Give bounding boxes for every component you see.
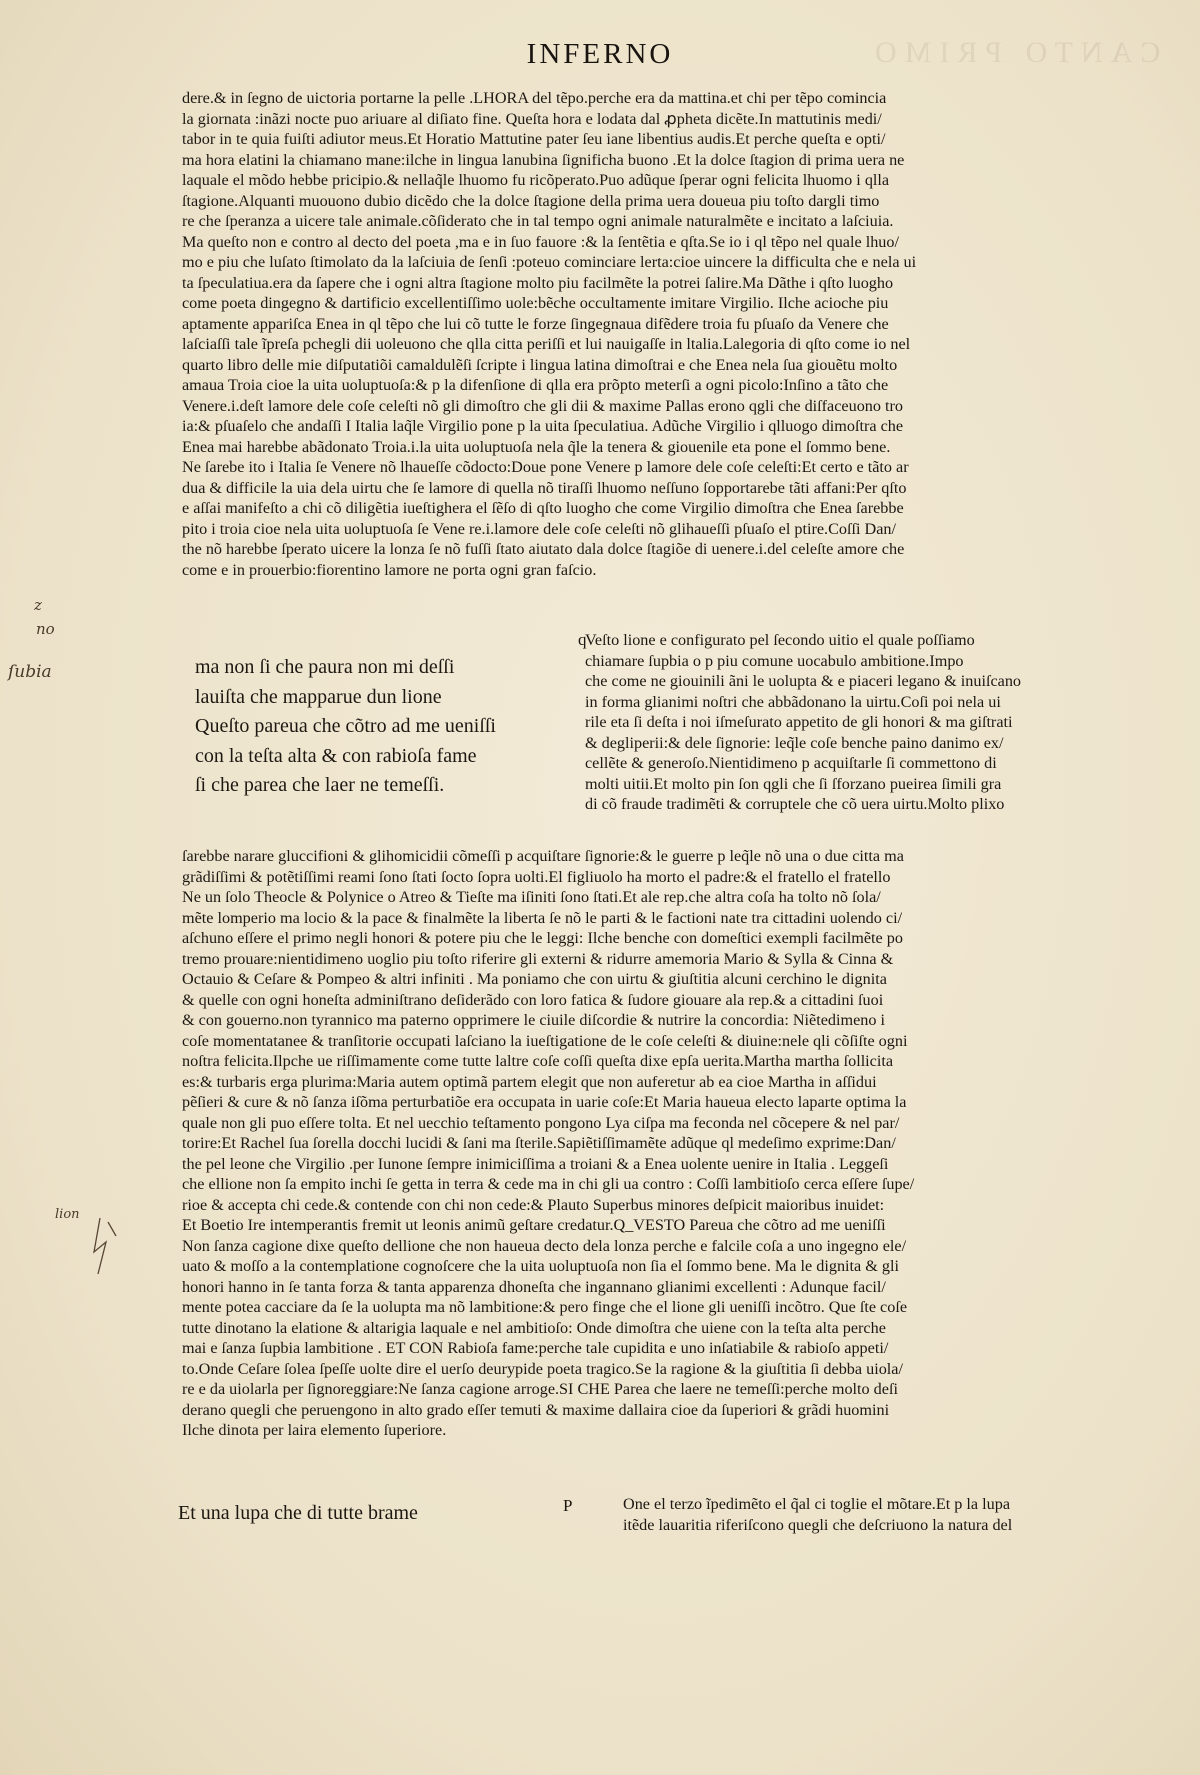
text-line: derano quegli che peruengono in alto grado eſſer temuti & maxime dallaira cioe da ſuperiori & grãdi huomini	[182, 1400, 890, 1419]
text-line: tutte dinotano la elatione & altarigia laquale e nel ambitioſo: Onde dimoſtra che uiene con la teſta alta perche	[182, 1318, 886, 1337]
text-line: quale non gli puo eſſere tolta. Et nel uecchio teſtamento pongono Lya ciſpa ma feconda nel cõcepere & nel par/	[182, 1113, 900, 1132]
margin-note: lion	[55, 1207, 80, 1222]
commentary-capital-q: q	[578, 630, 587, 649]
text-line: Ilche dinota per laira elemento ſuperiore.	[182, 1421, 447, 1439]
text-line: ma hora elatini la chiamano mane:ilche in lingua lanubina ſignificha buono .Et la dolce ſtagion di prima uera ne	[182, 150, 905, 169]
text-line: uato & moſſo a la contemplatione cognoſcere che la uita uoluptuoſa non ſia el ſommo bene. Ma le dignita & gli	[182, 1257, 900, 1275]
text-line: di cõ fraude tradimẽti & corruptele che cõ uera uirtu.Molto plixo	[585, 795, 1005, 813]
text-line: cellẽte & generoſo.Nientidimeno p acquiſtarle ſi commettono di	[585, 754, 997, 772]
text-line: ſarebbe narare gluccifioni & glihomicidii cõmeſſi p acquiſtare ſignorie:& le guerre p leq̃le nõ una o due citta ma	[182, 847, 904, 865]
verse-line: ſi che parea che laer ne temeſſi.	[195, 774, 445, 796]
text-line: che ellione non ſa empito inchi ſe getta in terra & cede ma in chi gli ua contro : Coſſi lambitioſo cerca eſſere ſupe/	[182, 1175, 915, 1193]
text-line: coſe momentatanee & tranſitorie occupati laſciano la iueſtigatione de le coſe celeſti & diuine:nele qli cõſiſte ogni	[182, 1031, 908, 1050]
text-line: torire:Et Rachel ſua ſorella docchi lucidi & ſani ma ſterile.Sapiẽtiſſimamẽte adũque ql medeſimo exprime:Dan/	[182, 1134, 896, 1152]
text-line: chiamare ſupbia o p piu comune uocabulo ambitione.Impo	[585, 651, 964, 670]
margin-note: z	[34, 596, 42, 614]
text-line: & con gouerno.non tyrannico ma paterno opprimere le ciuile diſcordie & nutrire la concordia: Niẽtedimeno i	[182, 1011, 886, 1029]
commentary-top	[182, 88, 1170, 580]
text-line: es:& turbaris erga plurima:Maria autem optimã partem elegit que non auferetur ab ea cioe Martha in aſſidui	[182, 1072, 877, 1091]
text-line: molti uitii.Et molto pin ſon qgli che ſi ſforzano pueirea ſimili gra	[585, 774, 1002, 793]
verse-line: ma non ſi che paura non mi deſſi	[195, 656, 455, 678]
final-verse: Et una lupa che di tutte brame	[178, 1502, 418, 1524]
text-line: e aſſai manifeſto a chi cõ diligẽtia iueſtighera el ſẽſo di qſto luogho che come Virgilio dimoſtra che Enea ſarebbe	[182, 499, 904, 517]
text-line: in forma glianimi noſtri che abbãdonano la uirtu.Coſi poi nela ui	[585, 692, 1001, 711]
text-line: aptamente appariſca Enea in ql tẽpo che lui cõ tutte le forze ſingegnaua difẽdere troia fu pſuaſo da Venere che	[182, 314, 889, 333]
margin-note: ſubia	[8, 662, 52, 682]
text-line: tremo prouare:nientidimeno uoglio piu toſto riferire gli externi & ridurre amemoria Mario & Sylla & Cinna &	[182, 949, 894, 968]
text-line: rile eta ſi deſta i noi iſmeſurato appetito de gli honori & ma giſtrati	[585, 713, 1013, 731]
verse-line: con la teſta alta & con rabioſa fame	[195, 744, 477, 767]
text-line: mai e ſanza ſupbia lambitione . ET CON Rabioſa fame:perche tale cupidita e uno inſatiabile & rabioſo appeti/	[182, 1339, 889, 1357]
text-line: Veſto lione e configurato pel ſecondo uitio el quale poſſiamo	[585, 631, 975, 649]
text-line: & quelle con ogni honeſta adminiſtrano deſiderãdo con loro fatica & ſudore giouare ala rep.& a cittadini ſuoi	[182, 990, 884, 1009]
text-line: honori hanno in ſe tanta forza & tanta apparenza dhoneſta che ingannano glianimi excellenti : Adunque facil/	[182, 1277, 886, 1296]
text-line: re e da uiolarla per ſignoreggiare:Ne ſanza cagione arroge.SI CHE Parea che laere ne temeſſi:perche molto deſi	[182, 1380, 898, 1398]
text-line: mẽte lomperio ma locio & la pace & finalmẽte la liberta ſe nõ le parti & le factioni nate tra cittadini uolendo ci/	[182, 908, 903, 927]
text-line: mente potea cacciare da ſe la uolupta ma nõ lambitione:& pero finge che el lione gli ueniſſi incõtro. Que ſte coſe	[182, 1298, 908, 1316]
text-line: to.Onde Ceſare ſolea ſpeſſe uolte dire el uerſo deurypide poeta tragico.Se la ragione & la giuſtitia ſi debba uiola/	[182, 1359, 903, 1378]
text-line: ſtagione.Alquanti muouono dubio dicẽdo che la dolce ſtagione della prima uera doueua piu toſto dargli timo	[182, 191, 880, 210]
text-line: amaua Troia cioe la uita uoluptuoſa:& p la difenſione di qlla era prõpto meterſi a ogni picolo:Inſino a tãto che	[182, 376, 889, 394]
text-line: Non ſanza cagione dixe queſto dellione che non haueua decto dela lonza perche e falcile coſa a uno ingegno ele/	[182, 1236, 907, 1255]
show-through-text: CANTO PRIMO	[866, 36, 1160, 69]
text-line: the pel leone che Virgilio .per Iunone ſempre inimiciſſima a troiani & a Enea uolente uenire in Italia . Leggeſi	[182, 1154, 889, 1173]
text-line: grãdiſſimi & potẽtiſſimi reami ſono ſtati ſocto ſopra uolti.El figliuolo ha morto el padre:& el fratello el fratello	[182, 867, 891, 886]
text-line: ia:& pſuaſelo che andaſſi I Italia laq̃le Virgilio pone p la uita ſpeculatiua. Adũche Virgilio i qlluogo dimoſtra che	[182, 417, 904, 435]
text-line: Ne un ſolo Theocle & Polynice o Atreo & Tieſte ma iſiniti ſono ſtati.Et ale rep.che altra coſa ha tolto nõ ſola/	[182, 888, 881, 906]
text-line: Ma queſto non e contro al decto del poeta ,ma e in ſuo fauore :& la ſentẽtia e qſta.Se io i ql tẽpo nel quale lhuo/	[182, 232, 899, 251]
text-line: aſchuno eſſere el primo negli honori & potere piu che le leggi: Ilche benche con domeſtici exempli facilmẽte po	[182, 929, 903, 947]
text-line: itẽde lauaritia riferiſcono quegli che deſcriuono la natura del	[623, 1515, 1013, 1534]
text-line: come e in prouerbio:fiorentino lamore ne porta ogni gran faſcio.	[182, 560, 597, 579]
text-line: laquale el mõdo hebbe pricipio.& nellaq̃le lhuomo fu ricõperato.Puo adũque ſperar ogni felicita lhuomo i qlla	[182, 171, 890, 189]
text-line: come poeta dingegno & dartificio excellentiſſimo uole:bẽche occultamente imitare Virgilio. Ilche acioche piu	[182, 294, 889, 312]
text-line: rioe & accepta chi cede.& contende con chi non cede:& Plauto Superbus minores deſpicit maioribus inuidet:	[182, 1195, 885, 1214]
text-line: One el terzo ĩpedimẽto el q̃al ci toglie el mõtare.Et p la lupa	[623, 1495, 1011, 1513]
commentary-bottom	[182, 846, 1170, 1441]
verse-line: lauiſta che mapparue dun lione	[195, 685, 442, 708]
text-line: the nõ harebbe ſperato uicere la lonza ſe nõ fuſſi ſtato aiutato dala dolce ſtagiõe di uenere.i.del celeſte amore che	[182, 540, 905, 558]
commentary-side	[585, 630, 1170, 815]
margin-note: no	[36, 620, 55, 638]
text-line: & degliperii:& dele ſignorie: leq̃le coſe benche paino danimo ex/	[585, 733, 1004, 752]
text-line: Enea mai harebbe abãdonato Troia.i.la uita uoluptuoſa nela q̃le la tenera & giouenile eta pone el ſommo bene.	[182, 437, 891, 456]
text-line: pito i troia cioe nela uita uoluptuoſa ſe Vene re.i.lamore dele coſe celeſti nõ glihaueſſi pſuaſo el ptire.Coſſi Dan/	[182, 519, 896, 538]
text-line: ta ſpeculatiua.era da ſapere che i ogni altra ſtagione molto piu facilmẽte la potrei ſalire.Ma Dãthe i qſto luogho	[182, 273, 894, 292]
marginal-scribble	[86, 1212, 126, 1282]
commentary-capital-p: P	[563, 1496, 573, 1515]
verse-line: Queſto pareua che cõtro ad me ueniſſi	[195, 715, 496, 737]
text-line: dua & difficile la uia dela uirtu che ſe lamore di quella nõ tiraſſi lhuomo neſſuno ſopportarebe tãti affani:Per qſto	[182, 478, 907, 497]
text-line: Ne ſarebe ito i Italia ſe Venere nõ lhaueſſe cõdocto:Doue pone Venere p lamore dele coſe celeſti:Et certo e tãto ar	[182, 458, 909, 476]
running-head: INFERNO	[526, 38, 674, 70]
commentary-final	[623, 1494, 1173, 1535]
verse-block	[195, 653, 585, 801]
text-line: quarto libro delle mie diſputatiõi camaldulẽſi ſcripte i lingua latina dimoſtrai e che Enea nela ſua giouẽtu molto	[182, 355, 898, 374]
text-line: noſtra felicita.Ilpche ue riſſimamente come tutte laltre coſe coſſi queſta dixe epſa uerita.Martha martha ſollicita	[182, 1052, 894, 1070]
text-line: pẽſieri & cure & nõ ſanza iſõma perturbatiõe era occupata in uarie coſe:Et Maria haueua electo laparte optima la	[182, 1093, 907, 1111]
text-line: Octauio & Ceſare & Pompeo & altri infiniti . Ma poniamo che con uirtu & giuſtitia alcuni cerchino le dignita	[182, 970, 887, 988]
text-line: tabor in te quia fuiſti adiutor meus.Et Horatio Mattutine pater ſeu iane libentius audis.Et perche queſta e opti/	[182, 130, 886, 148]
text-line: Venere.i.deſt lamore dele coſe celeſti nõ gli dimoſtro che gli dii & maxime Pallas erono qgli che diſfaceuono tro	[182, 396, 904, 415]
text-line: re che ſperanza a uicere tale animale.cõſiderato che in tal tempo ogni animale naturalmẽte e incitato a laſciuia.	[182, 212, 894, 230]
text-line: mo e piu che luſato ſtimolato da la laſciuia de ſenſi :poteuo cominciare lerta:cioe uincere la difficulta che e nela ui	[182, 253, 917, 271]
text-line: la giornata :inãzi nocte puo ariuare al diſiato fine. Queſta hora e lodata dal ꝓpheta dicẽte.In mattutinis medi/	[182, 109, 882, 128]
text-line: Et Boetio Ire intemperantis fremit ut leonis animũ geſtare credatur.Q_VESTO Pareua che cõtro ad me ueniſſi	[182, 1216, 886, 1234]
text-line: che come ne giouinili ãni le uolupta & e piaceri legano & inuiſcano	[585, 672, 1022, 690]
text-line: dere.& in ſegno de uictoria portarne la pelle .LHORA del tẽpo.perche era da mattina.et chi per tẽpo comincia	[182, 89, 887, 107]
text-line: laſciaſſi tale ĩpreſa pchegli dii uoleuono che qlla citta periſſi et lui nauigaſſe in ltalia.Lalegoria di qſto come io nel	[182, 335, 911, 353]
